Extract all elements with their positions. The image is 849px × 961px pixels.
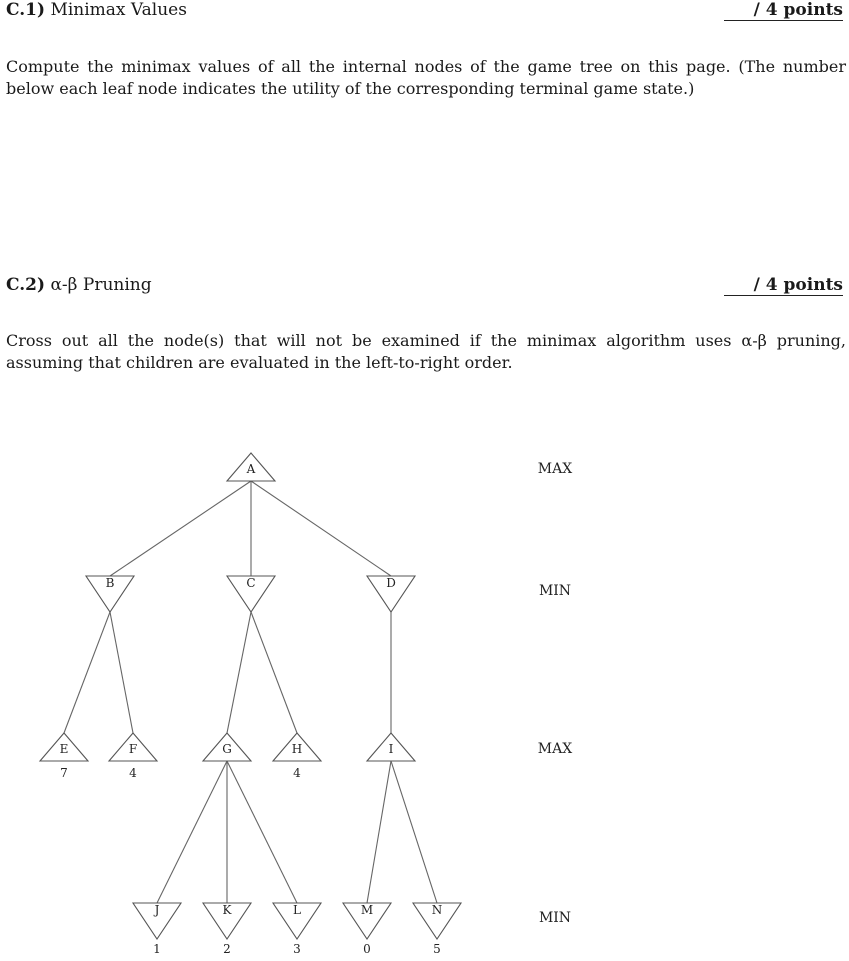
node-label: B — [105, 576, 115, 590]
level-label-max: MAX — [537, 461, 573, 477]
node-G[interactable] — [203, 733, 251, 761]
section2-heading — [6, 275, 152, 295]
leaf-utility: 7 — [60, 766, 68, 780]
node-D[interactable] — [367, 576, 415, 612]
section2-number: C.2) — [6, 275, 46, 295]
leaf-utility: 5 — [433, 942, 441, 956]
edge-I-M — [367, 761, 391, 903]
section1-title: Minimax Values — [50, 0, 187, 20]
node-M[interactable] — [343, 903, 391, 956]
node-label: K — [222, 903, 232, 917]
node-N[interactable] — [413, 903, 461, 956]
leaf-utility: 3 — [293, 942, 301, 956]
leaf-utility: 1 — [153, 942, 161, 956]
level-label-min: MIN — [538, 583, 572, 599]
node-H[interactable] — [273, 733, 321, 780]
node-label: A — [246, 462, 256, 476]
section1-text: Compute the minimax values of all the internal nodes of the game tree on this page. (The number below each leaf node indicates the utility of the corresponding terminal game state.) — [6, 57, 846, 98]
leaf-utility: 4 — [129, 766, 137, 780]
node-E[interactable] — [40, 733, 88, 780]
node-label: M — [360, 903, 374, 917]
node-J[interactable] — [133, 903, 181, 956]
node-C[interactable] — [227, 576, 275, 612]
node-L[interactable] — [273, 903, 321, 956]
node-label: E — [59, 742, 69, 756]
node-label: D — [386, 576, 396, 590]
node-label: I — [388, 742, 394, 756]
node-A[interactable] — [227, 453, 275, 481]
node-B[interactable] — [86, 576, 134, 612]
node-label: N — [431, 903, 443, 917]
node-label: G — [222, 742, 232, 756]
edge-B-E — [64, 612, 110, 733]
node-label: C — [246, 576, 256, 590]
edge-B-F — [110, 612, 133, 733]
section1-heading — [6, 0, 187, 20]
node-K[interactable] — [203, 903, 251, 956]
edge-I-N — [391, 761, 437, 903]
leaf-utility: 2 — [223, 942, 231, 956]
edge-A-D — [251, 481, 391, 576]
node-F[interactable] — [109, 733, 157, 780]
level-label-max: MAX — [537, 741, 573, 757]
node-label: F — [128, 742, 138, 756]
edge-G-J — [157, 761, 227, 903]
node-label: J — [154, 903, 160, 917]
section2-title: α-β Pruning — [50, 275, 152, 295]
node-I[interactable] — [367, 733, 415, 761]
leaf-utility: 0 — [363, 942, 371, 956]
section2-text: Cross out all the node(s) that will not be examined if the minimax algorithm uses α-β pruning, assuming that children are evaluated in the left-to-right order. — [6, 331, 846, 372]
edge-G-L — [227, 761, 297, 903]
leaf-utility: 4 — [293, 766, 301, 780]
game-tree — [0, 430, 849, 961]
section1-number: C.1) — [6, 0, 46, 20]
edge-A-B — [110, 481, 251, 576]
section1-points: / 4 points — [724, 0, 843, 21]
edge-C-G — [227, 612, 251, 733]
edge-C-H — [251, 612, 297, 733]
section2-points: / 4 points — [724, 275, 843, 296]
level-label-min: MIN — [538, 910, 572, 926]
node-label: H — [291, 742, 303, 756]
node-label: L — [293, 903, 301, 917]
